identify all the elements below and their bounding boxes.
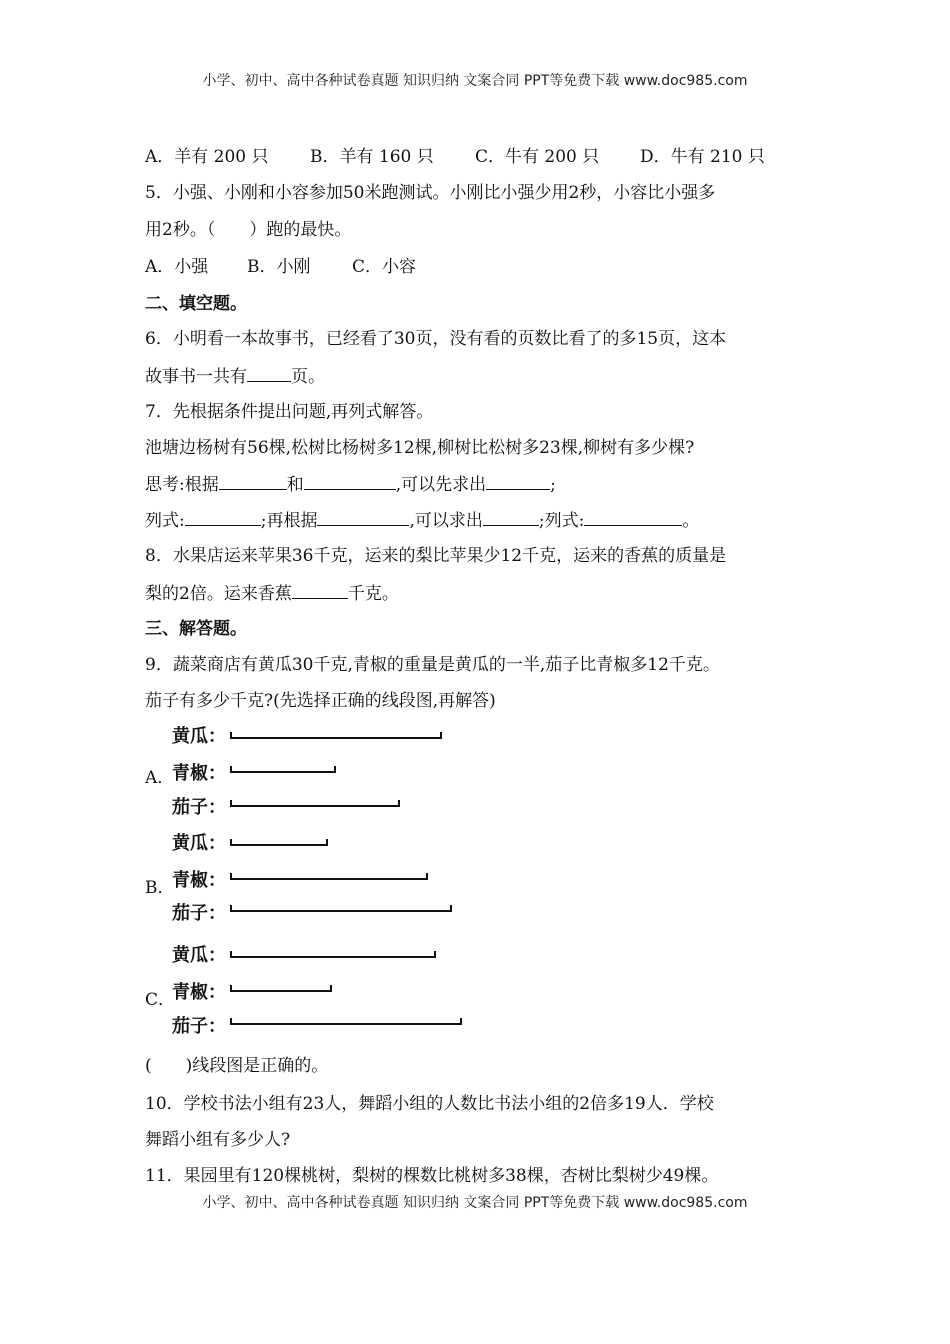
c-pepper-label: 青椒： bbox=[172, 982, 226, 1003]
b-cucumber-label: 黄瓜： bbox=[172, 833, 226, 854]
q6-line1: 6．小明看一本故事书，已经看了30页，没有看的页数比看了的多15页，这本 bbox=[145, 329, 727, 349]
q4-option-a: A．羊有 200 只 bbox=[145, 147, 269, 167]
q8-line2: 梨的2倍。运来香蕉 千克。 bbox=[145, 581, 399, 606]
q5-option-a: A．小强 bbox=[145, 257, 209, 277]
q5-line1: 5．小强、小刚和小容参加50米跑测试。小刚比小强少用2秒，小容比小强多 bbox=[145, 183, 716, 203]
q6-answer-blank[interactable] bbox=[247, 364, 291, 382]
q7-blank-1[interactable] bbox=[219, 472, 287, 490]
b-eggplant-segment bbox=[230, 910, 452, 912]
q7-blank-5[interactable] bbox=[317, 508, 409, 526]
section-fill-blank-title: 二、填空题。 bbox=[145, 294, 247, 314]
q4-options bbox=[145, 145, 765, 169]
q7-line2: 池塘边杨树有56棵,松树比杨树多12棵,柳树比松树多23棵,柳树有多少棵? bbox=[145, 438, 695, 458]
page-header: 小学、初中、高中各种试卷真题 知识归纳 文案合同 PPT等免费下载 www.doc985.com bbox=[202, 73, 748, 89]
q7-line3: 思考:根据 和 ,可以先求出 ; bbox=[145, 472, 556, 497]
a-pepper-segment bbox=[230, 771, 336, 773]
c-eggplant-segment bbox=[230, 1023, 462, 1025]
q6-line2: 故事书一共有 页。 bbox=[145, 364, 325, 389]
q7-blank-7[interactable] bbox=[584, 508, 682, 526]
option-a-letter: A． bbox=[145, 768, 175, 788]
c-cucumber-label: 黄瓜： bbox=[172, 945, 226, 966]
q5-option-c: C．小容 bbox=[352, 257, 417, 277]
page-footer: 小学、初中、高中各种试卷真题 知识归纳 文案合同 PPT等免费下载 www.doc985.com bbox=[202, 1195, 748, 1211]
q9-answer-line: ( )线段图是正确的。 bbox=[145, 1056, 329, 1076]
q10-line1: 10．学校书法小组有23人，舞蹈小组的人数比书法小组的2倍多19人．学校 bbox=[145, 1094, 714, 1114]
q9-line1: 9．蔬菜商店有黄瓜30千克,青椒的重量是黄瓜的一半,茄子比青椒多12千克。 bbox=[145, 655, 720, 675]
q5-option-b: B．小刚 bbox=[247, 257, 311, 277]
q10-line2: 舞蹈小组有多少人? bbox=[145, 1130, 291, 1150]
q9-line2: 茄子有多少千克?(先选择正确的线段图,再解答) bbox=[145, 691, 496, 711]
b-pepper-segment bbox=[230, 878, 428, 880]
a-pepper-label: 青椒： bbox=[172, 763, 226, 784]
q8-line1: 8．水果店运来苹果36千克，运来的梨比苹果少12千克，运来的香蕉的质量是 bbox=[145, 546, 727, 566]
b-cucumber-segment bbox=[230, 844, 328, 846]
a-eggplant-label: 茄子： bbox=[172, 797, 226, 818]
section-answer-title: 三、解答题。 bbox=[145, 619, 247, 639]
q5-line2: 用2秒。（ ）跑的最快。 bbox=[145, 220, 352, 240]
q5-options bbox=[145, 255, 416, 279]
q4-option-c: C．牛有 200 只 bbox=[475, 147, 600, 167]
q7-blank-2[interactable] bbox=[304, 472, 396, 490]
c-pepper-segment bbox=[230, 990, 332, 992]
q4-option-b: B．羊有 160 只 bbox=[310, 147, 434, 167]
q4-option-d: D．牛有 210 只 bbox=[640, 147, 765, 167]
q8-answer-blank[interactable] bbox=[292, 581, 348, 599]
a-cucumber-segment bbox=[230, 737, 442, 739]
option-c-letter: C． bbox=[145, 990, 176, 1010]
q7-blank-6[interactable] bbox=[483, 508, 539, 526]
option-b-letter: B． bbox=[145, 878, 175, 898]
b-eggplant-label: 茄子： bbox=[172, 903, 226, 924]
b-pepper-label: 青椒： bbox=[172, 870, 226, 891]
a-eggplant-segment bbox=[230, 805, 400, 807]
c-cucumber-segment bbox=[230, 956, 436, 958]
a-cucumber-label: 黄瓜： bbox=[172, 726, 226, 747]
q7-line1: 7．先根据条件提出问题,再列式解答。 bbox=[145, 402, 434, 422]
q7-blank-3[interactable] bbox=[486, 472, 550, 490]
q7-line4: 列式: ;再根据 ,可以求出 ;列式: 。 bbox=[145, 508, 699, 533]
q11-line1: 11．果园里有120棵桃树，梨树的棵数比桃树多38棵，杏树比梨树少49棵。 bbox=[145, 1166, 719, 1186]
q7-blank-4[interactable] bbox=[185, 508, 261, 526]
c-eggplant-label: 茄子： bbox=[172, 1016, 226, 1037]
